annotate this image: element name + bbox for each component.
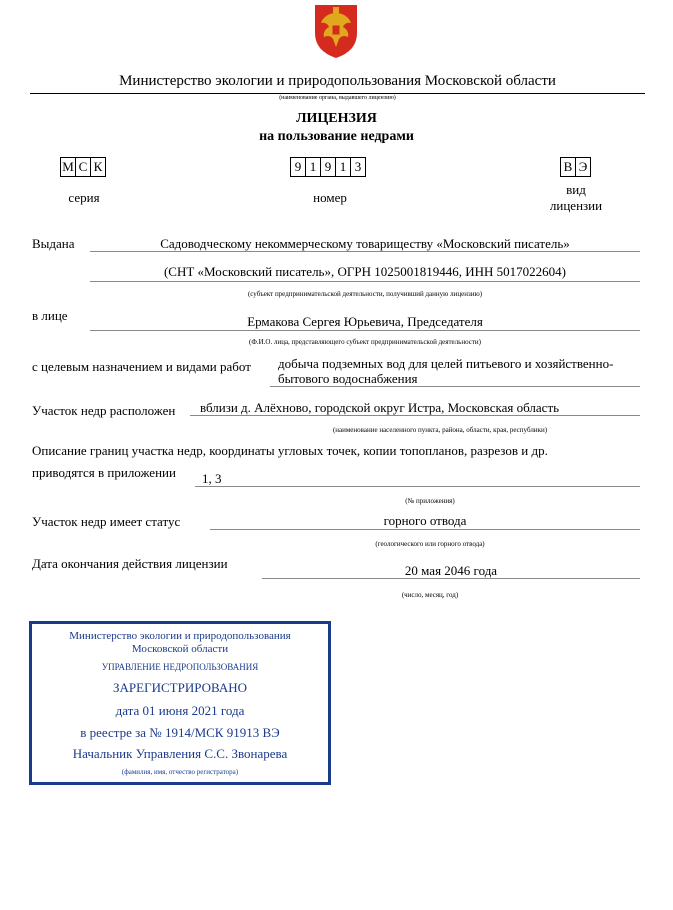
location-value: вблизи д. Алёхново, городской округ Истра, Московская область bbox=[200, 400, 560, 415]
person-underline bbox=[90, 330, 640, 331]
series-cell: К bbox=[90, 157, 106, 177]
person-caption: (Ф.И.О. лица, представляющего субъект предпринимательской деятельности) bbox=[248, 338, 481, 346]
ministry-underline bbox=[30, 93, 645, 94]
issued-underline-2 bbox=[90, 281, 640, 282]
status-caption: (геологического или горного отвода) bbox=[375, 540, 485, 548]
description-value: 1, 3 bbox=[202, 471, 222, 486]
ministry-caption: (наименование органа, выдавшего лицензию) bbox=[279, 95, 396, 101]
issued-caption: (субъект предпринимательской деятельности, получивший данную лицензию) bbox=[247, 290, 483, 298]
series-label: серия bbox=[68, 190, 100, 205]
purpose-line1: добыча подземных вод для целей питьевого и хозяйственно- bbox=[278, 356, 614, 371]
location-caption: (наименование населенного пункта, района, области, края, республики) bbox=[332, 426, 548, 434]
number-label: номер bbox=[313, 190, 347, 205]
stamp-registered: ЗАРЕГИСТРИРОВАНО bbox=[113, 680, 247, 695]
number-cells bbox=[290, 157, 365, 177]
number-cell: 1 bbox=[335, 157, 351, 177]
expiry-label: Дата окончания действия лицензии bbox=[32, 556, 228, 571]
issued-label: Выдана bbox=[32, 236, 75, 251]
location-label: Участок недр расположен bbox=[32, 403, 176, 418]
stamp-ministry-line2: Московской области bbox=[131, 643, 229, 655]
person-label: в лице bbox=[32, 308, 68, 323]
ministry-name: Министерство экологии и природопользования Московской области bbox=[119, 73, 556, 89]
expiry-caption: (число, месяц, год) bbox=[401, 591, 459, 599]
purpose-line2: бытового водоснабжения bbox=[278, 371, 418, 386]
number-cell: 9 bbox=[320, 157, 336, 177]
type-cells bbox=[560, 157, 590, 177]
type-cell: В bbox=[560, 157, 576, 177]
type-label-1: вид bbox=[566, 182, 586, 197]
registration-stamp bbox=[29, 621, 331, 785]
document-subtitle: на пользование недрами bbox=[259, 129, 414, 144]
purpose-label: с целевым назначением и видами работ bbox=[32, 359, 251, 374]
number-cell: 3 bbox=[350, 157, 366, 177]
status-label: Участок недр имеет статус bbox=[32, 514, 181, 529]
coat-of-arms-icon bbox=[311, 3, 361, 59]
description-label-2: приводятся в приложении bbox=[32, 465, 176, 480]
description-label-1: Описание границ участка недр, координаты угловых точек, копии топопланов, разрезов и др. bbox=[32, 443, 548, 458]
issued-underline-1 bbox=[90, 251, 640, 252]
number-cell: 9 bbox=[290, 157, 306, 177]
purpose-underline bbox=[270, 386, 640, 387]
stamp-registry-number: в реестре за № 1914/МСК 91913 ВЭ bbox=[80, 725, 280, 740]
description-underline bbox=[195, 486, 640, 487]
status-underline bbox=[210, 529, 640, 530]
document-title: ЛИЦЕНЗИЯ bbox=[296, 111, 377, 126]
series-cells bbox=[60, 157, 105, 177]
stamp-ministry-line1: Министерство экологии и природопользования bbox=[69, 630, 291, 642]
stamp-registrar: Начальник Управления С.С. Звонарева bbox=[72, 746, 288, 761]
stamp-date: дата 01 июня 2021 года bbox=[115, 703, 245, 718]
expiry-value: 20 мая 2046 года bbox=[404, 563, 498, 578]
type-label-2: лицензии bbox=[549, 198, 603, 213]
stamp-department: УПРАВЛЕНИЕ НЕДРОПОЛЬЗОВАНИЯ bbox=[101, 662, 259, 672]
expiry-underline bbox=[262, 578, 640, 579]
description-caption: (№ приложения) bbox=[405, 497, 455, 505]
status-value: горного отвода bbox=[383, 513, 467, 528]
issued-line2: (СНТ «Московский писатель», ОГРН 1025001819446, ИНН 5017022604) bbox=[163, 264, 567, 279]
number-cell: 1 bbox=[305, 157, 321, 177]
stamp-registrar-caption: (фамилия, имя, отчество регистратора) bbox=[121, 768, 239, 776]
location-underline bbox=[190, 415, 640, 416]
series-cell: С bbox=[75, 157, 91, 177]
issued-line1: Садоводческому некоммерческому товариществу «Московский писатель» bbox=[160, 236, 570, 251]
person-value: Ермакова Сергея Юрьевича, Председателя bbox=[247, 314, 483, 329]
type-cell: Э bbox=[575, 157, 591, 177]
series-cell: М bbox=[60, 157, 76, 177]
